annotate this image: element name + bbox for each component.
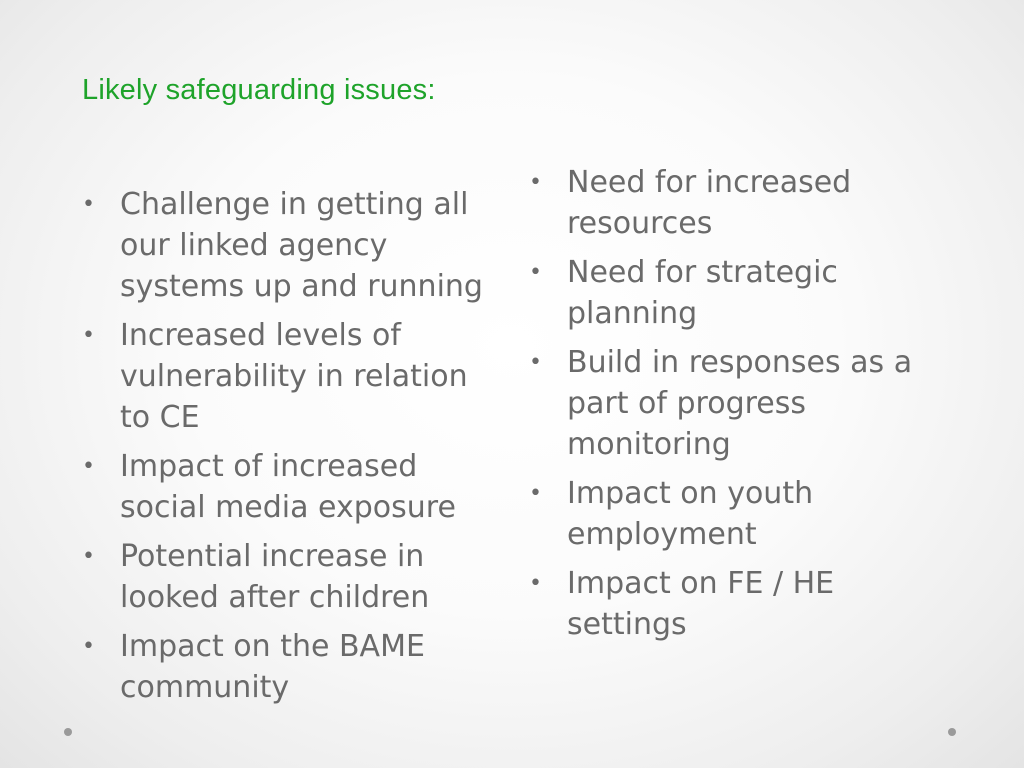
bullet-item (82, 626, 502, 708)
bullet-text: Potential increase in looked after children (120, 539, 430, 615)
bullet-text: Impact on youth employment (567, 476, 814, 552)
bullet-dot-icon: • (82, 192, 95, 217)
bullet-dot-icon: • (529, 260, 542, 285)
bullet-text: Increased levels of vulnerability in relation to CE (120, 318, 468, 435)
bullet-item (82, 536, 502, 618)
bullet-dot-icon: • (82, 634, 95, 659)
slide-title: Likely safeguarding issues: (82, 74, 436, 106)
bullet-item (529, 252, 949, 334)
bullet-dot-icon: • (529, 571, 542, 596)
bullet-text: Build in responses as a part of progress monitoring (567, 345, 913, 462)
bullet-item (82, 315, 502, 438)
bullet-dot-icon: • (529, 170, 542, 195)
bullet-item (529, 162, 949, 244)
bullet-text: Impact on FE / HE settings (567, 566, 835, 642)
bullet-item (82, 446, 502, 528)
bullet-text: Impact on the BAME community (120, 629, 425, 705)
bullet-text: Need for strategic planning (567, 255, 838, 331)
bullet-item (529, 342, 949, 465)
left-bullet-list (82, 184, 502, 716)
decorative-dot-icon (948, 728, 956, 736)
bullet-dot-icon: • (82, 323, 95, 348)
right-bullet-list (529, 162, 949, 653)
bullet-text: Challenge in getting all our linked agency systems up and running (120, 187, 483, 304)
bullet-text: Impact of increased social media exposure (120, 449, 456, 525)
bullet-dot-icon: • (529, 481, 542, 506)
bullet-text: Need for increased resources (567, 165, 852, 241)
bullet-item (82, 184, 502, 307)
decorative-dot-icon (64, 728, 72, 736)
bullet-dot-icon: • (82, 454, 95, 479)
bullet-item (529, 563, 949, 645)
bullet-dot-icon: • (529, 350, 542, 375)
bullet-item (529, 473, 949, 555)
bullet-dot-icon: • (82, 544, 95, 569)
